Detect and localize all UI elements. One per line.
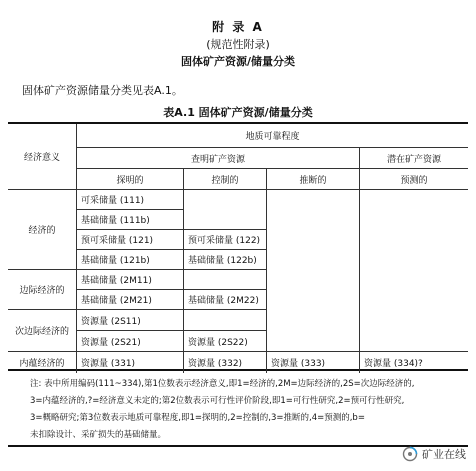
wechat-official-account-icon (402, 446, 418, 462)
appendix-title: 附 录 A (212, 20, 264, 34)
watermark (402, 446, 466, 462)
table-notes (8, 371, 468, 447)
note-line: 3=内蕴经济的,?=经济意义未定的;第2位数表示可行性评价阶段,即1=可行性研究,2=预可行性研究, (30, 396, 405, 406)
explored-header: 查明矿产资源 (77, 148, 360, 169)
note-line: 注: 表中所用编码(111~334),第1位数表示经济意义,即1=经济的,2M=边际经济的,2S=次边际经济的, (30, 379, 415, 389)
cell-121: 预可采储量 (121) (77, 230, 184, 250)
appendix-type: (规范性附录) (206, 38, 270, 51)
cell-111: 可采储量 (111) (77, 190, 184, 210)
cell-111b: 基础储量 (111b) (77, 210, 184, 230)
subheader-indicated: 控制的 (184, 169, 267, 190)
cell-121b: 基础储量 (121b) (77, 250, 184, 270)
subheader-inferred: 推断的 (267, 169, 360, 190)
note-line: 3=概略研究;第3位数表示地质可靠程度,即1=探明的,2=控制的,3=推断的,4=预测的,b= (30, 413, 365, 423)
cell-2S21: 资源量 (2S21) (77, 331, 184, 352)
cell-331: 资源量 (331) (77, 352, 184, 373)
note-line: 未扣除设计、采矿损失的基础储量。 (30, 430, 167, 440)
row-label-marginal: 边际经济的 (8, 270, 77, 310)
cell-2M11: 基础储量 (2M11) (77, 270, 184, 290)
subheader-measured: 探明的 (77, 169, 184, 190)
empty-cell (184, 190, 267, 230)
cell-2S22: 资源量 (2S22) (184, 331, 267, 352)
cell-122b: 基础储量 (122b) (184, 250, 267, 270)
cell-2M22: 基础储量 (2M22) (184, 290, 267, 310)
intro-text: 固体矿产资源储量分类见表A.1。 (22, 84, 183, 97)
classification-table (8, 122, 468, 371)
cell-122: 预可采储量 (122) (184, 230, 267, 250)
row-label-submarginal: 次边际经济的 (8, 310, 77, 352)
empty-cell (360, 190, 468, 352)
row-label-economic: 经济的 (8, 190, 77, 270)
geo-header: 地质可靠程度 (77, 124, 468, 148)
table-caption: 表A.1 固体矿产资源/储量分类 (163, 106, 313, 119)
empty-cell (184, 310, 267, 331)
subheader-predicted: 预测的 (360, 169, 468, 190)
cell-2S11: 资源量 (2S11) (77, 310, 184, 331)
row-label-intrinsic: 内蕴经济的 (8, 352, 77, 373)
appendix-subject: 固体矿产资源/储量分类 (180, 55, 296, 68)
cell-332: 资源量 (332) (184, 352, 267, 373)
cell-2M21: 基础储量 (2M21) (77, 290, 184, 310)
econ-header: 经济意义 (8, 124, 77, 190)
empty-cell (184, 270, 267, 290)
cell-333: 资源量 (333) (267, 352, 360, 373)
potential-header: 潜在矿产资源 (360, 148, 468, 169)
empty-cell (267, 190, 360, 352)
watermark-text: 矿业在线 (422, 448, 466, 461)
cell-334: 资源量 (334)? (364, 359, 423, 369)
